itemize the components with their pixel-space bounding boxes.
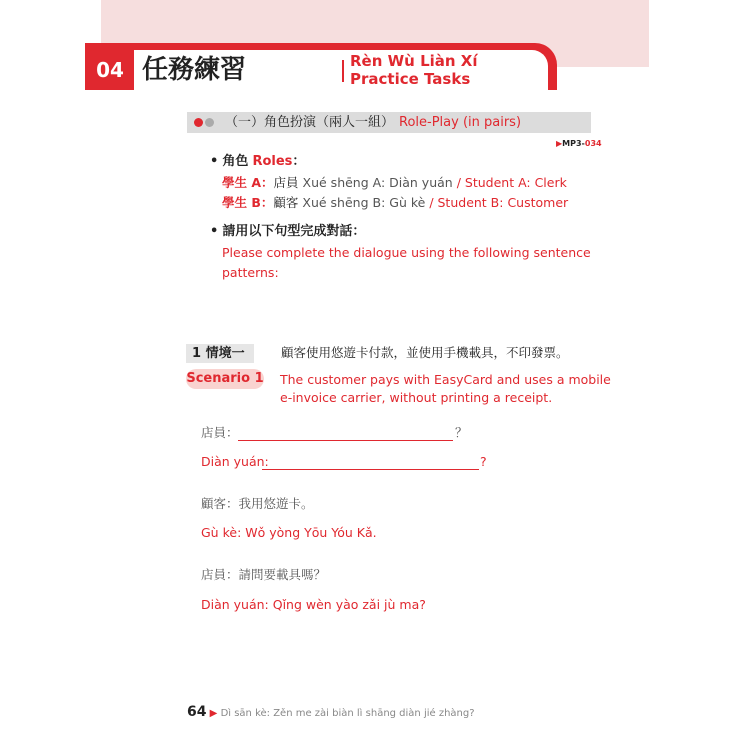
student-b-label: 學生 B： [222,195,274,210]
page-title-pinyin: Rèn Wù Liàn Xí [350,52,478,70]
scenario-label-zh: 1 情境一 [186,344,254,363]
dialogue-line2-pinyin: Gù kè: Wǒ yòng Yōu Yóu Kǎ. [201,525,377,540]
roles-heading-en: Roles [252,154,293,169]
page-number: 64 [187,704,207,720]
student-b-en: / Student B: Customer [429,195,569,210]
instruction-en-1: Please complete the dialogue using the following sentence [222,245,591,260]
student-b-zh: 顧客 [273,195,299,210]
audio-number: 034 [584,139,602,148]
dialogue-line3-zh: 店員：請問要載具嗎？ [201,567,327,582]
scenario-desc-en-1: The customer pays with EasyCard and uses a mobile [280,372,611,387]
student-a-pinyin: Xué shēng A: Diàn yuán [302,175,453,190]
student-b-pinyin: Xué shēng B: Gù kè [302,195,426,210]
section-title-en: Role-Play (in pairs) [399,115,522,130]
dialogue-line1-pinyin-end: ? [480,454,487,469]
answer-blank-1[interactable] [238,440,453,441]
instruction-zh: 請用以下句型完成對話： [222,224,366,239]
instruction-heading [210,223,365,241]
section-title-zh: （一）角色扮演（兩人一組） [225,115,395,130]
answer-blank-2[interactable] [262,469,479,470]
instruction-en-2: patterns: [222,265,279,280]
bullet-icon: • [210,154,219,169]
grey-dot-icon [205,118,214,127]
bullet-icon: • [210,224,219,239]
page-footer [187,705,475,721]
page-title-zh: 任務練習 [142,55,247,85]
title-divider [342,60,344,82]
page-title-en: Practice Tasks [350,70,471,88]
student-a-zh: 店員 [273,175,299,190]
footer-arrow-icon: ▶ [209,708,218,719]
lesson-number: 04 [86,50,134,90]
dialogue-line1-zh: 店員： [201,425,239,440]
roles-heading-zh: 角色 [222,154,249,169]
scenario-desc-en-2: e-invoice carrier, without printing a receipt. [280,390,553,405]
roles-heading [210,153,305,171]
dialogue-line2-zh: 顧客：我用悠遊卡。 [201,496,314,511]
student-b-line [222,194,568,212]
student-a-en: / Student A: Clerk [456,175,567,190]
scenario-desc-zh: 顧客使用悠遊卡付款，並使用手機載具，不印發票。 [281,345,569,360]
audio-prefix: MP3- [562,139,585,148]
student-a-label: 學生 A： [222,175,274,190]
student-a-line [222,174,567,192]
dialogue-line3-pinyin: Diàn yuán: Qǐng wèn yào zǎi jù ma? [201,597,426,612]
dialogue-line1-pinyin: Diàn yuán: [201,454,269,469]
footer-text: Dì sān kè: Zěn me zài biàn lì shāng diàn jié zhàng? [220,708,475,719]
scenario-label-en: Scenario 1 [186,369,264,389]
dialogue-line1-end: ？ [455,425,468,440]
roles-colon: ： [292,154,306,169]
audio-track[interactable] [556,138,602,150]
red-dot-icon [194,118,203,127]
play-arrow-icon: ▶ [556,139,563,148]
